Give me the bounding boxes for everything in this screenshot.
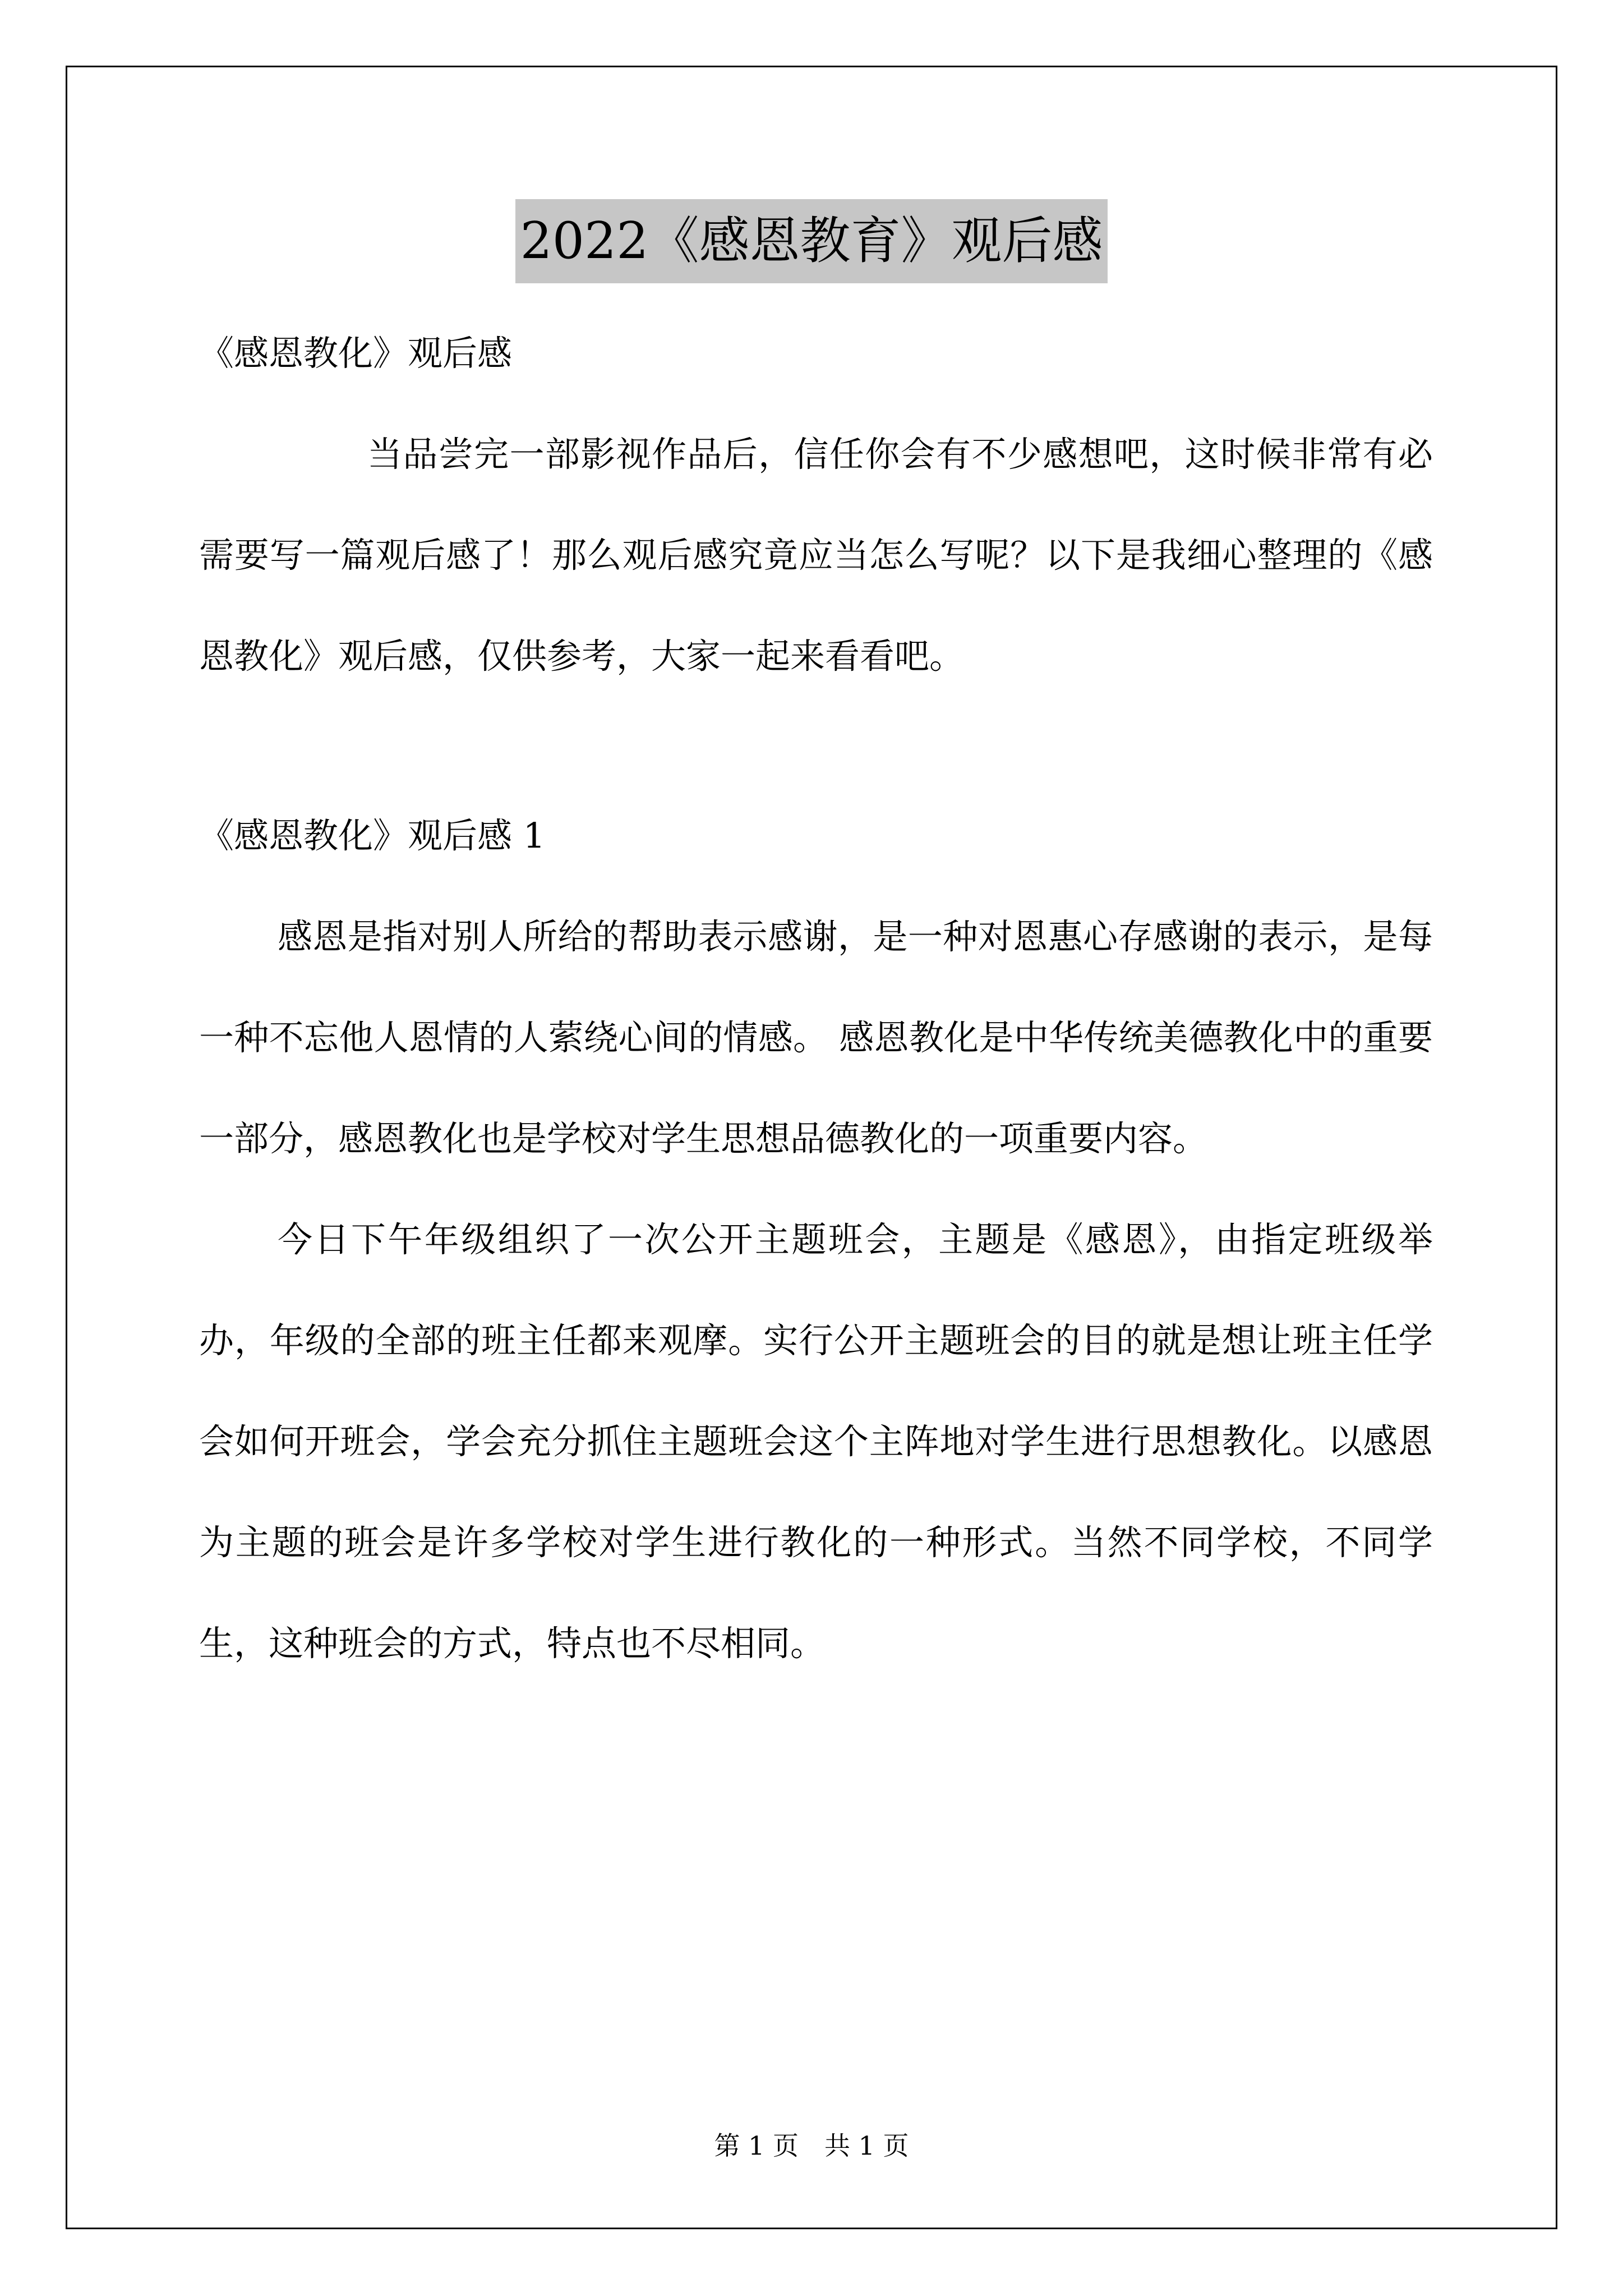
section-gap xyxy=(199,707,1433,785)
body-paragraph-2: 今日下午年级组织了一次公开主题班会，主题是《感恩》，由指定班级举办，年级的全部的班主任都来观摩。实行公开主题班会的目的就是想让班主任学会如何开班会，学会充分抓住主题班会这个主阵地对学生进行思想教化。以感恩为主题的班会是许多学校对学生进行教化的一种形式。当然不同学校，不同学生，这种班会的方式，特点也不尽相同。 xyxy=(199,1219,1433,1664)
section-heading: 《感恩教化》观后感 1 xyxy=(199,815,546,856)
intro-paragraph: 当品尝完一部影视作品后，信任你会有不少感想吧，这时候非常有必需要写一篇观后感了！那么观后感究竟应当怎么写呢？以下是我细心整理的《感恩教化》观后感，仅供参考，大家一起来看看吧。 xyxy=(199,434,1433,677)
title-container xyxy=(0,199,1623,283)
document-body xyxy=(199,303,1433,1694)
page-footer: 第 1 页 共 1 页 xyxy=(714,2131,909,2161)
subtitle: 《感恩教化》观后感 xyxy=(199,333,513,374)
body-paragraph-1: 感恩是指对别人所给的帮助表示感谢，是一种对恩惠心存感谢的表示，是每一种不忘他人恩情的人萦绕心间的情感。 感恩教化是中华传统美德教化中的重要一部分，感恩教化也是学校对学生思想品德教化的一项重要内容。 xyxy=(199,916,1433,1159)
document-title: 2022《感恩教育》观后感 xyxy=(515,199,1107,283)
